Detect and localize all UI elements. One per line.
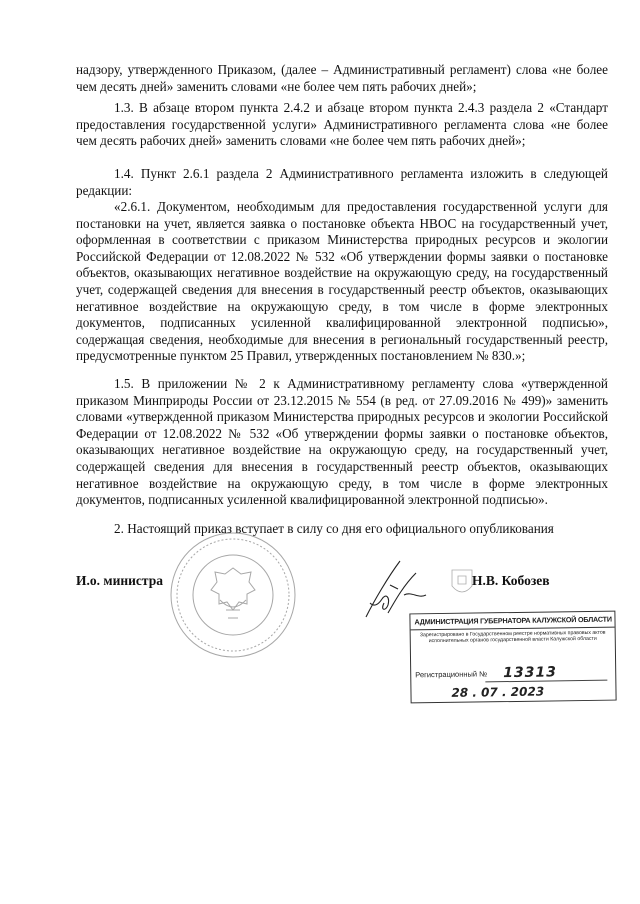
- paragraph-1-4: [76, 166, 608, 199]
- stamp-reg-label: Регистрационный №: [415, 669, 488, 680]
- paragraph-text: 1.5. В приложении № 2 к Административному регламенту слова «утвержденной приказом Минприроды России от 23.12.2015 № 554 (в ред. от 27.09.2016 № 499)» заменить словами «утвержденной приказом Министерства природных ресурсов и экологии Российской Федерации от 12.08.2022 № 532 «Об утверждении формы заявки о постановке объектов, оказывающих негативное воздействие на окружающую среду, на государственный учет, содержащей сведения для внесения в государственный реестр объектов, оказывающих негативное воздействие на окружающую среду, в том числе в форме электронных документов, подписанных усиленной квалифицированной электронной подписью».: [76, 376, 608, 508]
- signer-name: Н.В. Кобозев: [472, 573, 550, 588]
- paragraph-text: надзору, утвержденного Приказом, (далее – Административный регламент) слова «не более чем десять дней» заменить словами «не более чем пять рабочих дней»;: [76, 62, 608, 94]
- registration-stamp: [409, 611, 616, 704]
- paragraph-text: 1.4. Пункт 2.6.1 раздела 2 Административного регламента изложить в следующей редакции:: [76, 166, 608, 198]
- paragraph-text: 2. Настоящий приказ вступает в силу со дня его официального опубликования: [114, 521, 554, 536]
- signer-position: И.о. министра: [76, 573, 163, 588]
- official-seal-icon: [168, 530, 298, 660]
- paragraph-1-5: [76, 376, 608, 509]
- stamp-date: 28 . 07 . 2023: [451, 684, 545, 700]
- paragraph-2: [76, 521, 608, 538]
- paragraph-text: 1.3. В абзаце втором пункта 2.4.2 и абзаце втором пункта 2.4.3 раздела 2 «Стандарт предоставления государственной услуги» Административного регламента слова «не более чем десять рабочих дней» заменить словами «не более чем пять рабочих дней»;: [76, 100, 608, 149]
- stamp-title: АДМИНИСТРАЦИЯ ГУБЕРНАТОРА КАЛУЖСКОЙ ОБЛАСТИ: [410, 612, 614, 631]
- paragraph-text: «2.6.1. Документом, необходимым для предоставления государственной услуги для постановки на учет, является заявка о постановке объекта НВОС на государственный учет, оформленная в соответствии с приказом Министерства природных ресурсов и экологии Российской Федерации от 12.08.2022 № 532 «Об утверждении формы заявки о постановке объектов, оказывающих негативное воздействие на окружающую среду, на государственный учет, содержащей сведения для внесения в государственный реестр объектов, оказывающих негативное воздействие на окружающую среду, в том числе в форме электронных документов, подписанных усиленной квалифицированной электронной подписью», содержащая сведения, необходимые для внесения в региональный государственный реестр, предусмотренные пунктом 25 Правил, утвержденных постановлением № 830.»;: [76, 199, 608, 364]
- paragraph-2-6-1: [76, 199, 608, 365]
- paragraph-1-3: [76, 100, 608, 150]
- stamp-reg-number: 13313: [503, 664, 558, 682]
- stamp-body: Зарегистрировано в Государственном реестре нормативных правовых актов исполнительных органов государственной власти Калужской области: [419, 629, 606, 645]
- paragraph-continuation: [76, 62, 608, 95]
